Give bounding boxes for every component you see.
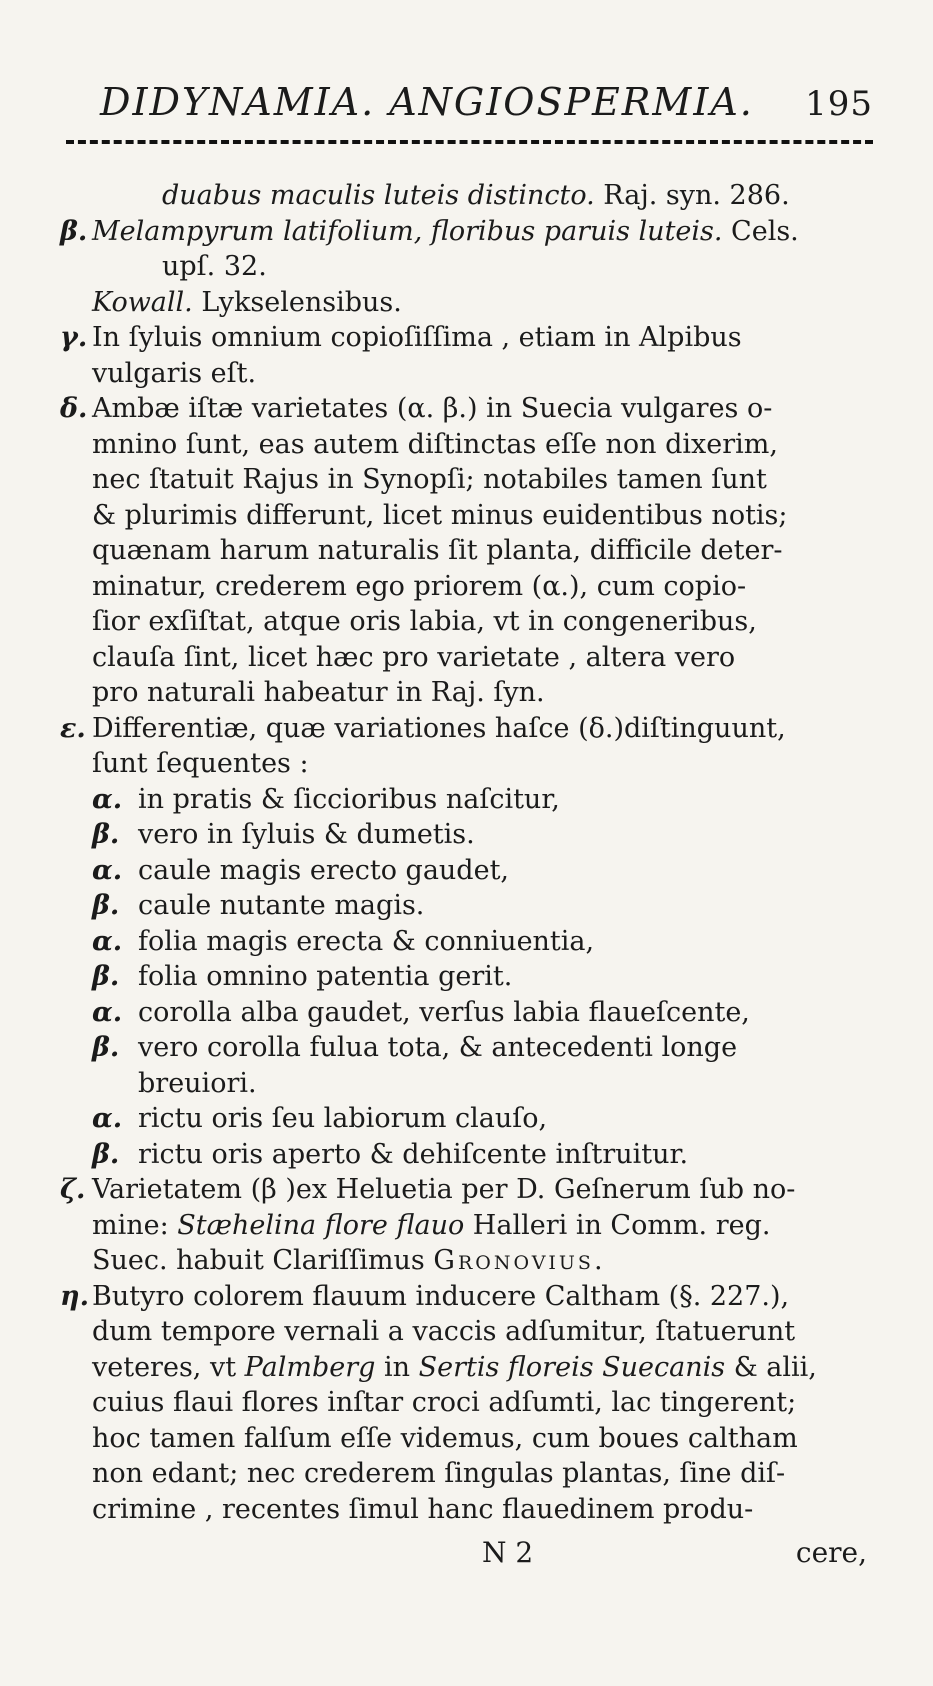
text-line: dum tempore vernali a vaccis adſumitur, ſtatuerunt <box>92 1316 796 1347</box>
running-title: DIDYNAMIA. ANGIOSPERMIA. <box>100 80 754 124</box>
marker-delta: δ. <box>60 393 88 424</box>
text-line: duabus maculis luteis distincto. Raj. syn. 286. <box>162 180 790 211</box>
text-line: mnino ſunt, eas autem diſtinctas eſſe non dixerim, <box>92 428 778 460</box>
list-item: β. rictu oris aperto & dehiſcente inſtruitur. <box>92 1138 689 1170</box>
text-line: minatur, crederem ego priorem (α.), cum copio- <box>92 570 747 602</box>
marker-zeta: ζ. <box>60 1174 86 1205</box>
text-line: cuius flaui flores inſtar croci adſumti, lac tingerent; <box>92 1387 797 1418</box>
list-item: β. vero in ſyluis & dumetis. <box>92 819 475 850</box>
text-line-gamma: γ. In ſyluis omnium copioſiſſima , etiam in Alpibus <box>92 320 867 356</box>
list-item: β. folia omnino patentia gerit. <box>92 961 513 992</box>
list-item-continuation: breuiori. <box>138 1067 257 1099</box>
text-line: crimine , recentes ſimul hanc flauedinem produ- <box>92 1493 754 1525</box>
text-line-delta: δ. Ambæ iſtæ varietates (α. β.) in Suecia vulgares o- <box>92 391 867 427</box>
page-body <box>60 178 867 1527</box>
signature-mark: N 2 <box>482 1536 534 1569</box>
marker-gamma: γ. <box>60 322 88 353</box>
text-line: vulgaris eſt. <box>92 357 257 389</box>
variation-list <box>92 782 867 1173</box>
marker-eta: η. <box>60 1280 90 1312</box>
text-line-beta: β. Melampyrum latifolium, floribus paruis luteis. Cels. <box>92 214 867 250</box>
text-line: Suec. habuit Clariſſimus Gronovius. <box>92 1245 606 1276</box>
text-line: Kowall. Lykselensibus. <box>92 286 402 318</box>
running-header <box>100 80 873 124</box>
list-item: α. rictu oris ſeu labiorum clauſo, <box>92 1103 548 1134</box>
marker-epsilon: ε. <box>60 712 86 744</box>
page-number: 195 <box>805 84 873 124</box>
text-line: hoc tamen falſum eſſe videmus, cum boues caltham <box>92 1422 798 1454</box>
text-line: clauſa ſint, licet hæc pro varietate , altera vero <box>92 641 736 673</box>
list-item: β. caule nutante magis. <box>92 890 425 921</box>
list-item: α. folia magis erecta & conniuentia, <box>92 925 595 957</box>
text-line: ſior exſiſtat, atque oris labia, vt in congeneribus, <box>92 606 757 637</box>
text-line: quænam harum naturalis ſit planta, difficile deter- <box>92 535 783 566</box>
list-item: β. vero corolla fulua tota, & antecedenti longe <box>92 1032 738 1063</box>
text-line-epsilon: ε. Differentiæ, quæ variationes haſce (δ.)diſtinguunt, <box>92 711 867 747</box>
list-item: α. corolla alba gaudet, verſus labia flaueſcente, <box>92 996 750 1028</box>
text-line: & plurimis differunt, licet minus euidentibus notis; <box>92 499 788 531</box>
header-rule <box>66 140 873 144</box>
text-line: pro naturali habeatur in Raj. ſyn. <box>92 677 545 708</box>
text-line: veteres, vt Palmberg in Sertis floreis Suecanis & alii, <box>92 1351 817 1383</box>
text-line-eta: η. Butyro colorem flauum inducere Caltham (§. 227.), <box>92 1279 867 1315</box>
text-line: non edant; nec crederem ſingulas plantas, ſine diſ- <box>92 1458 786 1489</box>
text-line: upſ. 32. <box>162 251 267 282</box>
catchword: cere, <box>795 1536 867 1569</box>
text-line: nec ſtatuit Rajus in Synopſi; notabiles tamen ſunt <box>92 464 767 495</box>
marker-beta: β. <box>60 215 88 247</box>
text-line: mine: Stæhelina flore flauo Halleri in Comm. reg. <box>92 1209 771 1241</box>
text-line: ſunt ſequentes : <box>92 748 309 779</box>
list-item: α. caule magis erecto gaudet, <box>92 854 509 886</box>
list-item: α. in pratis & ſiccioribus naſcitur, <box>92 783 560 815</box>
text-line-zeta: ζ. Varietatem (β )ex Heluetia per D. Geſnerum ſub no- <box>92 1172 867 1208</box>
